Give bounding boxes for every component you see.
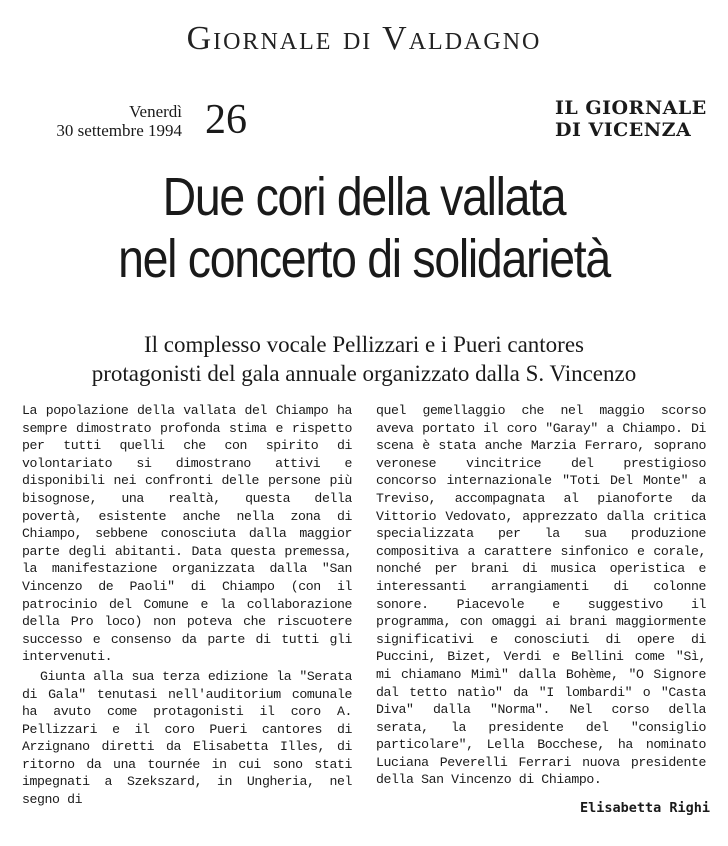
article-column-right [376, 402, 706, 789]
masthead-title: Giornale di Valdagno [186, 20, 542, 57]
paragraph: quel gemellaggio che nel maggio scorso aveva portato il coro "Garay" a Chiampo. Di scena è stata anche Marzia Ferraro, soprano veronese vincitrice del prestigioso concorso internazionale "Toti Del Monte" a Treviso, accompagnata al pianoforte da Vittorio Vedovato, apprezzato dalla critica specializzata per la sua produzione compositiva a carattere sinfonico e corale, nonché per brani di musica operistica e interessanti arrangiamenti di colonne sonore. Piacevole e suggestivo il programma, con omaggi ai brani maggiormente significativi e conosciuti di opere di Puccini, Bizet, Verdi e Bellini come "Sì, mi chiamano Mimì" dalla Bohème, "O Signore dal tetto natìo" da "I lombardi" o "Casta Diva" dalla "Norma". Nel corso della serata, la presidente del "consiglio particolare", Lella Bocchese, ha nominato Luciana Peverelli Ferrari nuova presidente della San Vincenzo di Chiampo. [376, 403, 706, 788]
newspaper-logo [555, 97, 707, 141]
subhead-line2: protagonisti del gala annuale organizzato dalla S. Vincenzo [91, 361, 637, 386]
article-author: Elisabetta Righi [579, 800, 710, 816]
paragraph: Giunta alla sua terza edizione la "Serata di Gala" tenutasi nell'auditorium comunale ha avuto come protagonisti il coro A. Pellizzari e il coro Pueri cantores di Arzignano diretti da Elisabetta Illes, di ritorno da una tournée in cui sono stati impegnati a Szekszard, in Ungheria, nel segno di [22, 668, 352, 808]
headline-line2: nel concerto di solidarietà [118, 229, 610, 289]
paragraph: La popolazione della vallata del Chiampo ha sempre dimostrato profonda stima e rispetto per tutti quelli che con spirito di volontariato si dimostrano attivi e disponibili nei confronti delle persone più bisognose, una realtà, questa della povertà, esistente anche nella zona di Chiampo, sebbene conosciuta dalla maggior parte degli abitanti. Data questa premessa, la manifestazione organizzata dalla "San Vincenzo de Paoli" di Chiampo (con il patrocinio del Comune e la collaborazione della Pro loco) non poteva che riscuotere successo e consenso da parte di tutti gli intervenuti. [22, 403, 352, 665]
article-headline [51, 166, 677, 290]
dateline-day: Venerdì [129, 102, 182, 121]
subhead-line1: Il complesso vocale Pellizzari e i Pueri cantores [143, 332, 585, 357]
dateline [28, 102, 182, 140]
article-column-left [22, 402, 352, 809]
dateline-date: 30 settembre 1994 [56, 121, 182, 140]
headline-line1: Due cori della vallata [162, 167, 566, 227]
page-number: 26 [205, 97, 247, 143]
newspaper-logo-line2: DI VICENZA [555, 119, 692, 141]
article-subheadline [0, 330, 728, 388]
newspaper-logo-line1: IL GIORNALE [555, 97, 707, 119]
